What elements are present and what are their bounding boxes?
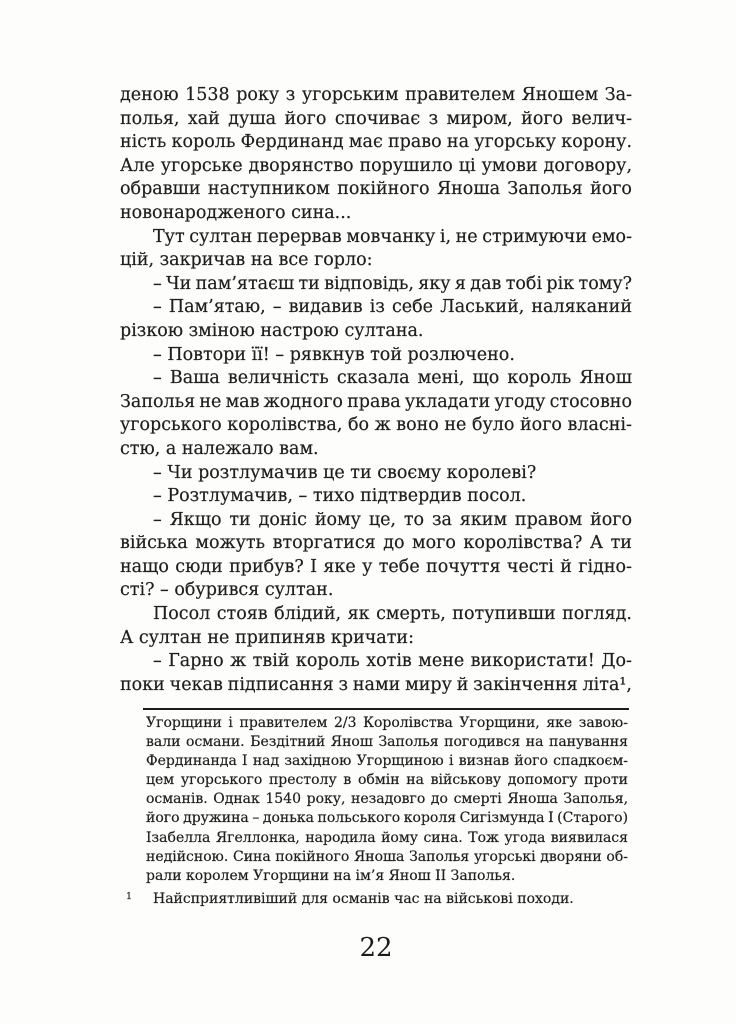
text-line	[120, 273, 632, 297]
text-line-content: – Повтори її! – рявкнув той розлючено.	[153, 344, 515, 365]
main-text-block	[120, 84, 632, 697]
text-line	[146, 714, 628, 733]
page-number: 22	[359, 933, 393, 963]
text-line	[120, 131, 632, 155]
footnote-separator	[143, 708, 629, 710]
text-line-content: нащо сюди прибув? І яке у тебе почуття честі й гідно-	[120, 556, 632, 577]
text-line-content: – Розтлумачив, – тихо підтвердив посол.	[153, 486, 527, 507]
text-line	[120, 532, 632, 556]
text-line-content: сті? – обурився султан.	[120, 580, 334, 601]
text-line-content: – Пам’ятаю, – видавив із себе Ласький, наляканий	[153, 297, 632, 318]
text-line-content: Тут султан перервав мовчанку і, не стримуючи емо-	[153, 226, 633, 247]
footnote-text: Найсприятливіший для османів час на військові походи.	[153, 890, 574, 907]
text-line	[120, 202, 632, 226]
text-line-content: Фердинанда I над західною Угорщиною і визнав його спадкоєм-	[146, 753, 628, 770]
text-line-content: – Якщо ти доніс йому це, то за яким правом його	[153, 509, 633, 530]
text-line	[120, 414, 632, 438]
text-line-content: вали османи. Бездітний Янош Заполья погодився на панування	[146, 734, 628, 751]
text-line-content: деною 1538 року з угорським правителем Яношем За-	[120, 85, 632, 105]
text-line-content: полья, хай душа його спочиває з миром, його велич-	[120, 108, 632, 129]
text-line-content: А султан не припиняв кричати:	[120, 627, 414, 648]
text-line	[120, 650, 632, 674]
footnotes-block	[126, 714, 629, 909]
footnote-marker: 1	[126, 890, 133, 902]
text-line	[146, 809, 628, 828]
text-line-content: цій, закричав на все горло:	[120, 250, 373, 271]
footnote-item	[126, 890, 628, 909]
text-line	[120, 84, 632, 108]
text-line-content: різкою зміною настрою султана.	[120, 320, 424, 341]
text-line-content: новонародженого сина...	[120, 202, 352, 223]
text-line	[120, 556, 632, 580]
text-line-content: османів. Однак 1540 року, незадовго до смерті Яноша Заполья,	[146, 791, 629, 808]
text-line	[146, 790, 628, 809]
text-line-content: Посол стояв блідий, як смерть, потупивши погляд.	[153, 604, 632, 625]
text-line-content: його дружина – донька польського короля Сигізмунда I (Старого)	[146, 810, 629, 827]
text-line-content: – Гарно ж твій король хотів мене використати! До-	[153, 651, 632, 672]
text-line	[146, 848, 628, 867]
text-line	[120, 296, 632, 320]
text-line-content: Угорщини і правителем 2/3 Королівства Угорщини, яке завою-	[146, 715, 628, 731]
footnote-items	[126, 890, 628, 909]
text-line	[120, 108, 632, 132]
text-line-content: рали королем Угорщини на ім’я Янош II Заполья.	[146, 867, 516, 884]
text-line-content: – Чи розтлумачив це ти своєму королеві?	[153, 462, 537, 483]
text-line-content: війська можуть вторгатися до мого королівства? А ти	[120, 533, 632, 554]
text-line	[146, 829, 628, 848]
text-line	[120, 509, 632, 533]
text-line	[120, 391, 632, 415]
text-line	[120, 178, 632, 202]
text-line	[120, 155, 632, 179]
text-line	[120, 320, 632, 344]
text-line-content: недійсною. Сина покійного Яноша Заполья угорські дворяни об-	[146, 848, 628, 865]
footnote-continuation	[146, 714, 628, 886]
text-line-content: поки чекав підписання з нами миру й закінчення літа¹,	[120, 674, 632, 695]
text-line-content: обравши наступником покійного Яноша Заполья його	[120, 179, 632, 200]
text-line	[120, 674, 632, 698]
text-line-content: Але угорське дворянство порушило ці умови договору,	[120, 155, 633, 176]
text-line	[120, 344, 632, 368]
text-line	[120, 627, 632, 651]
text-line	[146, 752, 628, 771]
text-line	[120, 485, 632, 509]
text-line-content: Заполья не мав жодного права укладати угоду стосовно	[120, 391, 632, 412]
text-line	[120, 462, 632, 486]
text-line	[120, 249, 632, 273]
text-line-content: ність король Фердинанд має право на угорську корону.	[120, 132, 633, 153]
text-line-content: стю, а належало вам.	[120, 438, 319, 459]
text-line	[120, 603, 632, 627]
text-line-content: угорського королівства, бо ж воно не було його власні-	[120, 415, 632, 436]
text-line-content: – Ваша величність сказала мені, що король Янош	[153, 368, 632, 389]
text-line	[146, 733, 628, 752]
text-line	[120, 367, 632, 391]
text-line-content: цем угорського престолу в обмін на військову допомогу проти	[146, 772, 629, 789]
text-line-content: – Чи пам’ятаєш ти відповідь, яку я дав тобі рік тому?	[153, 273, 633, 294]
text-line-content: Ізабелла Ягеллонка, народила йому сина. Тож угода виявилася	[146, 829, 628, 846]
text-line	[120, 226, 632, 250]
text-line	[120, 438, 632, 462]
text-line	[146, 771, 628, 790]
text-line	[120, 579, 632, 603]
text-line	[146, 867, 628, 886]
